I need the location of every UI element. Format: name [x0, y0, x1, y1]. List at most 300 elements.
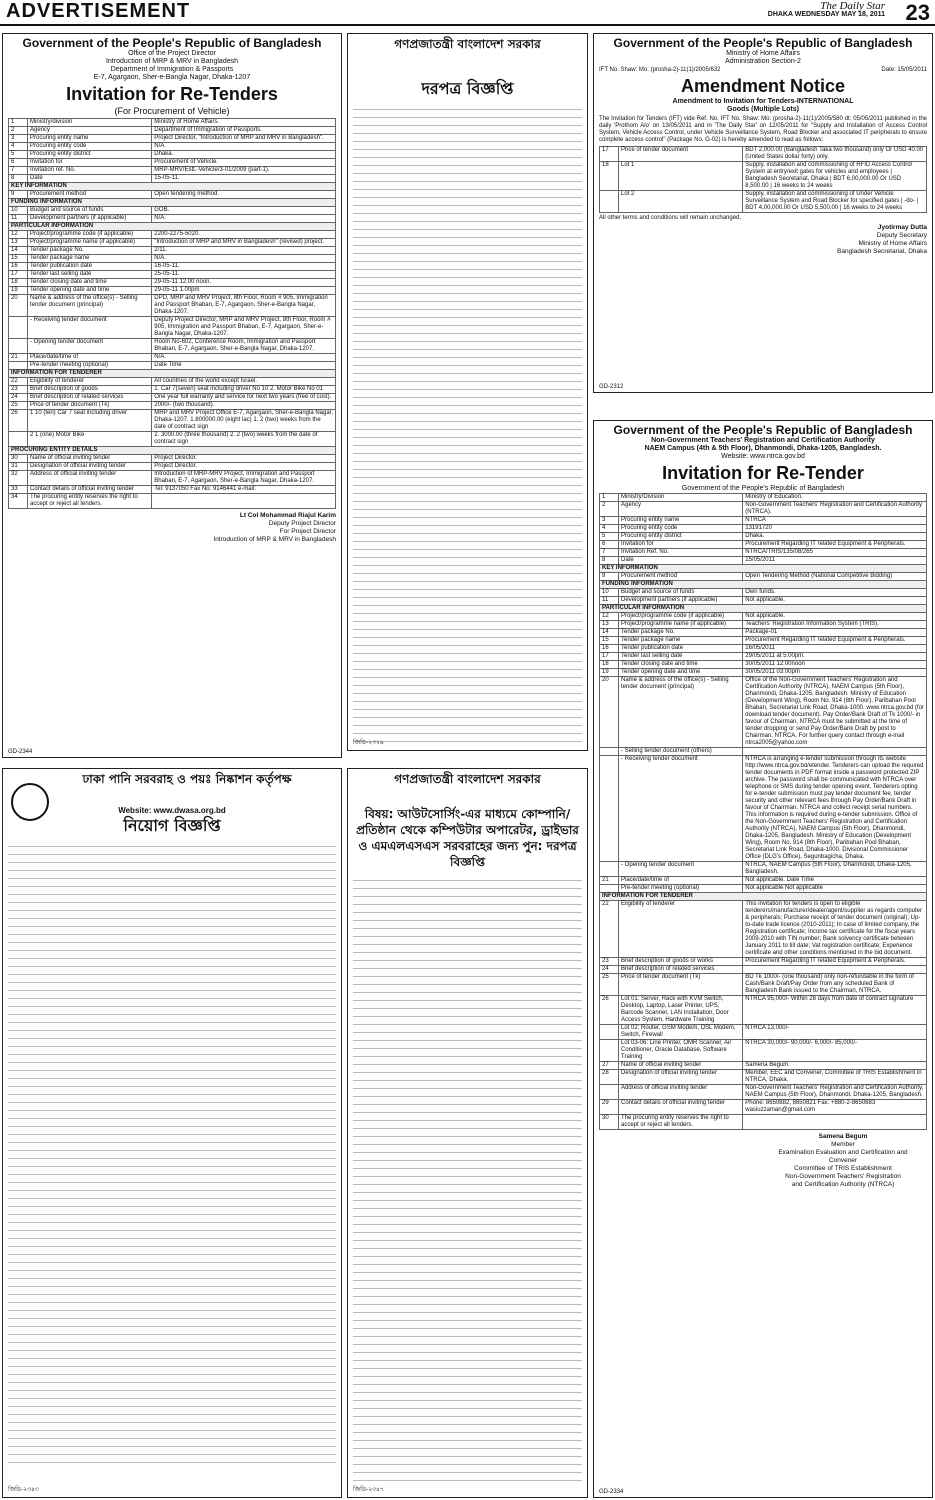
row-value: 30/05/2011 03:00pm: [743, 669, 927, 677]
table-row: [9, 463, 336, 471]
signature-block: [599, 224, 927, 256]
row-number: [9, 317, 28, 339]
table-row: [600, 966, 927, 974]
table-row: [600, 629, 927, 637]
row-value: N/A.: [152, 255, 336, 263]
row-label: Name of official inviting tender: [619, 1062, 743, 1070]
row-number: 18: [600, 162, 619, 191]
row-label: Name & address of the office(s) - Selling tender document (principal): [619, 677, 743, 748]
ad-address: E-7, Agargaon, Sher-e-Bangla Nagar, Dhaka-1207: [93, 74, 251, 81]
ad-website: Website: www.ntrca.gov.bd: [721, 453, 805, 460]
row-value: Office of the Non-Government Teachers' Registration and Certification Authority (NTRCA), NAEM Campus (5th Floor), Dhanmondi, Dhaka-1205, Bangladesh. Ministry of Education (Development Wing), Room No. 914 (8th Floor), Paribahan Pool Bhaban, Secretariat Link Road, Dhaka-1000. www.ntrca.gov.bd (for download tender document). Pay Order/Bank Draft of Tk 1000/- in favour of Chairman, NTRCA must be submitted at the time of tender dropping or send Pay Order/Bank Draft by post to Chairman, NTRCA. For further query contact through e-mail ntrca2005@yahoo.com: [743, 677, 927, 748]
row-label: Tender package No.: [28, 247, 152, 255]
table-row: [9, 279, 336, 287]
row-label: Development partners (if applicable): [28, 215, 152, 223]
row-number: 17: [9, 271, 28, 279]
row-number: 20: [600, 677, 619, 748]
wasa-logo: [11, 783, 49, 821]
row-value: 29-05-11 1.00pm: [152, 287, 336, 295]
row-number: 21: [600, 877, 619, 885]
row-value: Package-01: [743, 629, 927, 637]
table-row: [600, 1025, 927, 1040]
bangla-text-body: [353, 873, 582, 1481]
table-row: [600, 494, 927, 502]
signer-org1: Examination Evaluation and Certification and: [778, 1149, 908, 1156]
table-row: [600, 669, 927, 677]
table-row: [600, 597, 927, 605]
table-row: [9, 402, 336, 410]
row-number: 11: [9, 215, 28, 223]
row-label: Lot 03-06: Line Printer, OMR Scanner, Air Conditioner, Oracle Database, Software Training: [619, 1040, 743, 1062]
table-row: [9, 127, 336, 135]
newspaper-name: The Daily Star: [820, 0, 885, 12]
row-number: 31: [9, 463, 28, 471]
row-label: The procuring entity reserves the right to accept or reject all tenders.: [619, 1115, 743, 1130]
signer-org2: Convener: [828, 1157, 858, 1164]
table-row: [9, 207, 336, 215]
row-value: Not applicable Not applicable: [743, 885, 927, 893]
page-number: 23: [905, 0, 930, 25]
row-label: Name & address of the office(s) - Selling tender document (principal): [28, 295, 152, 317]
ad-sub1: Amendment to Invitation for Tenders-INTERNATIONAL: [672, 98, 854, 105]
row-value: This invitation for tenders is open to eligible tenderers/manufacturer/dealer/agent/supplier as regards computer & peripherals; Purchase receipt of tender document (original); Up-to-date trade licence (2010-2011); In case of limited company, the Registration certificate; Income tax certificate for the fiscal years 2009-2010 with TIN number; Bank solvency certificate between January 2011 to till date; Vat registration certificate; Experience certificate and other conditions mentioned in the bid document.: [743, 901, 927, 958]
ad-bangla-tender: [347, 33, 588, 751]
row-value: 2000/- (two thousand).: [152, 402, 336, 410]
table-row: [9, 494, 336, 509]
tender-table: [8, 118, 336, 509]
ad-code: GD-2344: [8, 749, 33, 755]
table-row: [9, 175, 336, 183]
section-heading: PARTICULAR INFORMATION: [9, 223, 336, 231]
table-row: [600, 958, 927, 966]
row-label: Address of official inviting tender: [28, 471, 152, 486]
ad-office: Office of the Project Director: [128, 50, 216, 57]
table-row: [600, 502, 927, 517]
masthead: [0, 0, 935, 26]
row-label: Ministry/division: [28, 119, 152, 127]
ad-gov-title: গণপ্রজাতন্ত্রী বাংলাদেশ সরকার: [394, 37, 541, 51]
row-value: Non-Government Teachers' Registration and Certification Authority (NTRCA).: [743, 502, 927, 517]
row-value: 16/05/2011: [743, 645, 927, 653]
row-value: GOB.: [152, 207, 336, 215]
row-number: 19: [9, 287, 28, 295]
table-row: [9, 215, 336, 223]
row-value: NTRCA/TRIS/135/08/265: [743, 549, 927, 557]
ift-ref: IFT No. Shaw: Mo: (prosha-2)-11(1)/2005/632: [599, 67, 721, 73]
row-value: One year full warranty and service for next two years (free of cost).: [152, 394, 336, 402]
table-row: [9, 486, 336, 494]
table-row: [600, 1040, 927, 1062]
row-label: Budget and source of funds: [28, 207, 152, 215]
row-label: Designation of official inviting tender: [619, 1070, 743, 1085]
row-number: 10: [600, 589, 619, 597]
row-number: [9, 432, 28, 447]
row-number: 32: [9, 471, 28, 486]
ad-title: Amendment Notice: [680, 76, 846, 96]
row-label: Project/programme name (if applicable): [28, 239, 152, 247]
row-value: 13191720: [743, 525, 927, 533]
row-label: Procuring entity name: [619, 517, 743, 525]
row-number: 27: [600, 1062, 619, 1070]
row-number: 23: [9, 386, 28, 394]
row-value: All countries of the world except Israel.: [152, 378, 336, 386]
row-value: Ministry of Education.: [743, 494, 927, 502]
ad-footer: All other terms and conditions will remain unchanged.: [599, 215, 742, 221]
row-value: 29-05-11 12.00 noon.: [152, 279, 336, 287]
row-value: DPD, MRP and MRV Project, 8th Floor, Room # 905, Immigration and Passport Bhaban, E-7, Agargaon, Sher-e-Bangla Nagar, Dhaka-1207.: [152, 295, 336, 317]
row-number: 26: [9, 410, 28, 432]
ref-line: [599, 66, 927, 74]
row-value: [743, 966, 927, 974]
table-row: [9, 362, 336, 370]
signer-place: Bangladesh Secretariat, Dhaka: [837, 248, 927, 255]
table-row: [600, 653, 927, 661]
signer-org3: Committee of TRIS Establishment: [794, 1165, 892, 1172]
row-value: MRP-MRV/Estt.-Vehicle/3-01/2009 (part-1).: [152, 167, 336, 175]
row-label: Brief description of goods or works: [619, 958, 743, 966]
row-value: Procurement Regarding IT related Equipment & Peripherals.: [743, 541, 927, 549]
ad-code: জিডি-২৩৪৭: [353, 1487, 384, 1493]
row-label: - Selling tender document (others): [619, 748, 743, 756]
row-number: 22: [600, 901, 619, 958]
section-heading: INFORMATION FOR TENDERER: [9, 370, 336, 378]
row-value: NTRCA, NAEM Campus (5th Floor), Dhanmondi, Dhaka-1205, Bangladesh.: [743, 862, 927, 877]
row-value: Procurement Regarding IT related Equipment & Peripherals.: [743, 958, 927, 966]
row-value: Open Tendering Method (National Competitive Bidding): [743, 573, 927, 581]
row-label: Agency: [28, 127, 152, 135]
row-label: Lot 01: Server, Rack with KVM Switch, Desktop, Laptop, Laser Printer, UPS, Barcode Scanner, LAN Installation, Door Access System, Hardware Training: [619, 996, 743, 1025]
row-label: - Receiving tender document: [28, 317, 152, 339]
row-number: 33: [9, 486, 28, 494]
tender-table: [599, 493, 927, 1130]
row-number: 28: [600, 1070, 619, 1085]
row-label: Eligibility of tenderer: [28, 378, 152, 386]
row-number: 20: [9, 295, 28, 317]
row-label: The procuring entity reserves the right to accept or reject all tenders.: [28, 494, 152, 509]
row-number: 29: [600, 1100, 619, 1115]
row-label: Price of tender document: [619, 147, 743, 162]
row-value: Member, EEC and Convener, Committee of TRIS Establishment in NTRCA, Dhaka.: [743, 1070, 927, 1085]
table-row: [600, 533, 927, 541]
row-value: NTRCA 30,000/- 90,000/- 6,000/- 85,000/-: [743, 1040, 927, 1062]
row-value: BDT 2,000.00 (Bangladesh Taka two thousand) only Or USD 40.00 (United States dollar forty) only.: [743, 147, 927, 162]
section-heading: INFORMATION FOR TENDERER: [600, 893, 927, 901]
row-label: - Opening tender document: [28, 339, 152, 354]
row-label: Invitation ref. No.: [28, 167, 152, 175]
row-label: Eligibility of tenderer: [619, 901, 743, 958]
row-label: Project/programme code (if applicable): [619, 613, 743, 621]
row-number: 6: [600, 541, 619, 549]
issue-date: DHAKA WEDNESDAY MAY 18, 2011: [767, 11, 885, 18]
row-label: Tender publication date: [619, 645, 743, 653]
row-number: [600, 1085, 619, 1100]
row-label: Place/date/time of: [28, 354, 152, 362]
ad-code: GD-2334: [599, 1489, 624, 1495]
row-label: Budget and source of funds: [619, 589, 743, 597]
row-label: Procuring entity code: [28, 143, 152, 151]
row-label: Invitation for: [619, 541, 743, 549]
row-value: BD Tk 1000/- (one thousand) only non-refundable in the form of Cash/Bank Draft/Pay Order from any scheduled Bank of Bangladesh Bank issued to the Chairman, NTRCA.: [743, 974, 927, 996]
table-row: [600, 885, 927, 893]
table-row: [600, 191, 927, 213]
row-label: Tender package No.: [619, 629, 743, 637]
row-value: Procurement Regarding IT related Equipment & Peripherals.: [743, 637, 927, 645]
section-heading: PROCURING ENTITY DETAILS: [9, 447, 336, 455]
row-value: 29/05/2011 at 5:00pm.: [743, 653, 927, 661]
row-value: Supply, installation and commissioning of RFID Access Control System at entry/exit gates for vehicles and employees | Bangladesh Secretariat, Dhaka | BDT 6,00,000.00 Or USD 8,500.00 | 16 weeks to 24 weeks: [743, 162, 927, 191]
row-label: Invitation Ref. No.: [619, 549, 743, 557]
row-value: 1. Car 7(seven) seat including driver No 10 2. Motor Bike No 01: [152, 386, 336, 394]
amendment-table: [599, 146, 927, 213]
row-number: 2: [9, 127, 28, 135]
signer-name: Jyotirmay Dutta: [877, 224, 927, 231]
row-value: [743, 748, 927, 756]
row-label: Date: [28, 175, 152, 183]
table-row: [600, 756, 927, 862]
row-value: Project Director.: [152, 463, 336, 471]
table-row: [600, 162, 927, 191]
row-number: 9: [600, 573, 619, 581]
ad-mrp-mrv-retender: [2, 33, 342, 758]
row-number: [600, 862, 619, 877]
row-label: Brief description of related services: [28, 394, 152, 402]
table-row: [600, 901, 927, 958]
row-value: Teachers' Registration Information System (TRIS).: [743, 621, 927, 629]
row-number: [600, 1025, 619, 1040]
table-row: [600, 573, 927, 581]
ad-title: বিষয়: আউটসোর্সিং-এর মাধ্যমে কোম্পানি/প্রতিষ্ঠান থেকে কম্পিউটার অপারেটর, ড্রাইভার ও এমএলএসএস সরবরাহের জন্য পুন: দরপত্র বিজ্ঞপ্তি: [356, 807, 579, 869]
table-row: [9, 339, 336, 354]
section-title: ADVERTISEMENT: [6, 0, 191, 22]
table-row: [600, 557, 927, 565]
row-number: 23: [600, 958, 619, 966]
row-number: 4: [9, 143, 28, 151]
row-label: Procuring entity name: [28, 135, 152, 143]
row-label: Address of official inviting tender: [619, 1085, 743, 1100]
row-value: NTRCA is arranging e-tender submission through its website http://www.ntrca.gov.bd/etender. Tenderers can upload the required tender documents in PDF format inside a password protected ZIP archive. The password shall be communicated with NTRCA over telephone or SMS during tender opening event. Tenderers opting for e-tender submission must pay tender document fee, tender security and other relevant fees through Pay Order/Bank Draft in favour of Chairman, NTRCA and collect receipt serial numbers. This information is required during e-tender submission. Office of the Non-Government Teachers' Registration and Certification Authority (NTRCA), NAEM Campus (5th Floor), Dhanmondi, Dhaka-1205, Bangladesh. Ministry of Education (Development Wing), Room No. 914 (8th Floor), Paribahan Pool Bhaban, Secretariat Link Road, Dhaka-1000. Divisional Commissioner Office (DLG's Office), Segunbagicha, Dhaka.: [743, 756, 927, 862]
row-value: 2/11.: [152, 247, 336, 255]
ad-gov-title: Government of the People's Republic of Bangladesh: [613, 423, 913, 437]
row-number: 30: [9, 455, 28, 463]
row-label: Contact details of official inviting tender: [28, 486, 152, 494]
ad-title: Invitation for Re-Tender: [662, 463, 864, 483]
ad-code: জিডি-২৩৪৩: [8, 1487, 39, 1493]
ad-gov-title: Government of the People's Republic of Bangladesh: [22, 36, 322, 50]
table-row: [9, 317, 336, 339]
ad-sub: Government of the People's Republic of Bangladesh: [681, 485, 845, 492]
table-row: [9, 271, 336, 279]
row-value: Ministry of Home Affairs.: [152, 119, 336, 127]
row-label: Tender package name: [28, 255, 152, 263]
row-number: 12: [9, 231, 28, 239]
row-number: 7: [600, 549, 619, 557]
table-row: [9, 295, 336, 317]
row-label: Tender opening date and time: [619, 669, 743, 677]
ad-ministry: Ministry of Home Affairs: [726, 50, 800, 57]
row-value: Not applicable.: [743, 613, 927, 621]
row-number: 17: [600, 653, 619, 661]
row-label: Designation of official inviting tender: [28, 463, 152, 471]
ad-code: জিডি-২৩২৯: [353, 740, 384, 746]
ad-dwasa-recruitment: [2, 768, 342, 1498]
row-value: Procurement of Vehicle.: [152, 159, 336, 167]
ad-dept: Department of Immigration & Passports: [110, 66, 234, 73]
table-row: [9, 471, 336, 486]
section-heading: KEY INFORMATION: [600, 565, 927, 573]
row-value: Tel: 9137050 Fax No: 9146441 e-mail:: [152, 486, 336, 494]
table-row: [9, 231, 336, 239]
table-row: [600, 1115, 927, 1130]
table-row: [9, 239, 336, 247]
row-value: [743, 1115, 927, 1130]
row-value: 2200-2275-5020.: [152, 231, 336, 239]
row-value: 25-05-11.: [152, 271, 336, 279]
row-number: 11: [600, 597, 619, 605]
signer-org5: and Certification Authority (NTRCA): [791, 1181, 895, 1188]
table-row: [9, 378, 336, 386]
ad-subtitle: (For Procurement of Vehicle): [114, 106, 230, 116]
row-number: 18: [9, 279, 28, 287]
table-row: [600, 517, 927, 525]
table-row: [600, 541, 927, 549]
table-row: [600, 877, 927, 885]
table-row: [600, 748, 927, 756]
row-label: Lot 1: [619, 162, 743, 191]
row-value: Project Director.: [152, 455, 336, 463]
ad-date: Date: 15/05/2011: [881, 67, 927, 73]
row-number: 24: [9, 394, 28, 402]
row-number: 25: [9, 402, 28, 410]
signer-org4: Non-Government Teachers' Registration: [785, 1173, 901, 1180]
row-number: 15: [600, 637, 619, 645]
table-row: [600, 613, 927, 621]
row-number: [600, 756, 619, 862]
row-number: 6: [9, 159, 28, 167]
row-label: Tender closing date and time: [28, 279, 152, 287]
row-label: Procuring entity district: [619, 533, 743, 541]
row-number: 10: [9, 207, 28, 215]
bangla-text-body: [353, 102, 582, 742]
ad-gov-title: Government of the People's Republic of Bangladesh: [613, 36, 913, 50]
row-number: [600, 191, 619, 213]
ad-code: GD-2312: [599, 384, 624, 390]
table-row: [600, 621, 927, 629]
row-number: 25: [600, 974, 619, 996]
ad-ntrca-retender: [593, 420, 933, 1498]
row-number: 13: [600, 621, 619, 629]
table-row: [600, 525, 927, 533]
table-row: [9, 455, 336, 463]
table-row: [9, 143, 336, 151]
signer-title: Member: [831, 1141, 855, 1148]
row-value: 15/05/2011: [743, 557, 927, 565]
row-value: NTRCA 95,000/- Within 28 days from date of contract signature: [743, 996, 927, 1025]
table-row: [600, 589, 927, 597]
signature-block: [8, 512, 336, 544]
row-number: 16: [600, 645, 619, 653]
ad-website: Website: www.dwasa.org.bd: [118, 806, 226, 815]
ad-title: Invitation for Re-Tenders: [66, 84, 278, 104]
ad-org: ঢাকা পানি সরবরাহ ও পয়ঃ নিষ্কাশন কর্তৃপক্ষ: [82, 772, 292, 786]
table-row: [9, 255, 336, 263]
row-number: [9, 339, 28, 354]
table-row: [600, 1070, 927, 1085]
row-label: Price of tender document (Tk): [28, 402, 152, 410]
table-row: [600, 661, 927, 669]
table-row: [9, 119, 336, 127]
signer-for: For Project Director: [279, 528, 336, 535]
row-value: N/A.: [152, 215, 336, 223]
row-label: Tender last selling date: [619, 653, 743, 661]
table-row: [600, 645, 927, 653]
row-value: N/A.: [152, 354, 336, 362]
table-row: [9, 151, 336, 159]
row-label: Tender package name: [619, 637, 743, 645]
row-value: Not applicable. Date Time: [743, 877, 927, 885]
section-heading: KEY INFORMATION: [9, 183, 336, 191]
row-number: 34: [9, 494, 28, 509]
row-value: Introduction of MRP-MRV Project, Immigration and Passport Bhaban, E-7, Agargaon, Sher-e-Bangla Nagar, Dhaka-1207.: [152, 471, 336, 486]
row-value: Room No-602, Conference Room, Immigration and Passport Bhaban, E-7, Agargaon, Sher-e-Bangla Nagar, Dhaka-1207.: [152, 339, 336, 354]
row-number: 9: [9, 191, 28, 199]
row-number: 8: [600, 557, 619, 565]
signature-block: [599, 1133, 927, 1189]
row-value: Non-Government Teachers' Registration and Certification Authority, NAEM Campus (5th Floor), Dhanmondi, Dhaka-1205, Bangladesh.: [743, 1085, 927, 1100]
row-value: Phone: 8650882, 8650821 Fax: +880-2-8650883 wasiuzzaman@gmail.com: [743, 1100, 927, 1115]
row-label: - Receiving tender document: [619, 756, 743, 862]
row-number: 1: [600, 494, 619, 502]
row-number: 22: [9, 378, 28, 386]
signer-org: Ministry of Home Affairs: [858, 240, 927, 247]
row-value: 15-05-11.: [152, 175, 336, 183]
row-value: Date Time: [152, 362, 336, 370]
signer-title: Deputy Project Director: [268, 520, 336, 527]
ad-address: NAEM Campus (4th & 5th Floor), Dhanmondi, Dhaka-1205, Bangladesh.: [644, 445, 882, 452]
row-label: Procuring entity district: [28, 151, 152, 159]
row-label: Tender closing date and time: [619, 661, 743, 669]
row-number: 5: [9, 151, 28, 159]
row-value: MRP and MRV Project Office E-7, Agargaon, Sher-e-Bangla Nagar, Dhaka-1207. 1.800000.00 (eight lac) 1. 2 (two) weeks from the date of contract sign: [152, 410, 336, 432]
row-number: 19: [600, 669, 619, 677]
bangla-text-body: [8, 839, 336, 1463]
section-heading: FUNDING INFORMATION: [9, 199, 336, 207]
table-row: [9, 247, 336, 255]
row-label: Agency: [619, 502, 743, 517]
ad-org: Non-Government Teachers' Registration and Certification Authority: [651, 437, 875, 444]
row-number: 26: [600, 996, 619, 1025]
row-label: Brief description of goods: [28, 386, 152, 394]
signer-name: Samena Begum: [818, 1133, 868, 1140]
row-value: 2. 3000.00 (three thousand) 2. 2 (two) weeks from the date of contract sign: [152, 432, 336, 447]
row-value: Dhaka.: [743, 533, 927, 541]
table-row: [9, 167, 336, 175]
table-row: [600, 1062, 927, 1070]
row-number: 17: [600, 147, 619, 162]
row-value: Open tendering method.: [152, 191, 336, 199]
ad-body: The Invitation for Tenders (IFT) vide Ref. No. IFT No. Shaw: Mo: (prosha-2)-11(1)/2005/580 dt: 05/05/2011 published in the daily 'Prothom Alo' on 13/05/2011 and in 'The Daily Star' on 12/05/2011 for "Supply and Installation of Access Control System, Vehicle Access Control, under Vehicle Surveillance System, Road Blocker and associated IT peripherals to ensure complete access control" (Package No. G-02) is hereby amended to read as follows:: [599, 116, 927, 143]
row-value: NTRCA: [743, 517, 927, 525]
row-label: Place/date/time of: [619, 877, 743, 885]
row-number: 14: [600, 629, 619, 637]
table-row: [9, 394, 336, 402]
table-row: [9, 191, 336, 199]
row-value: Samena Begum.: [743, 1062, 927, 1070]
row-label: Brief description of related services: [619, 966, 743, 974]
ad-project: Introduction of MRP & MRV in Bangladesh: [105, 58, 239, 65]
row-label: Procurement method: [619, 573, 743, 581]
row-value: NTRCA 13,000/-: [743, 1025, 927, 1040]
table-row: [9, 159, 336, 167]
